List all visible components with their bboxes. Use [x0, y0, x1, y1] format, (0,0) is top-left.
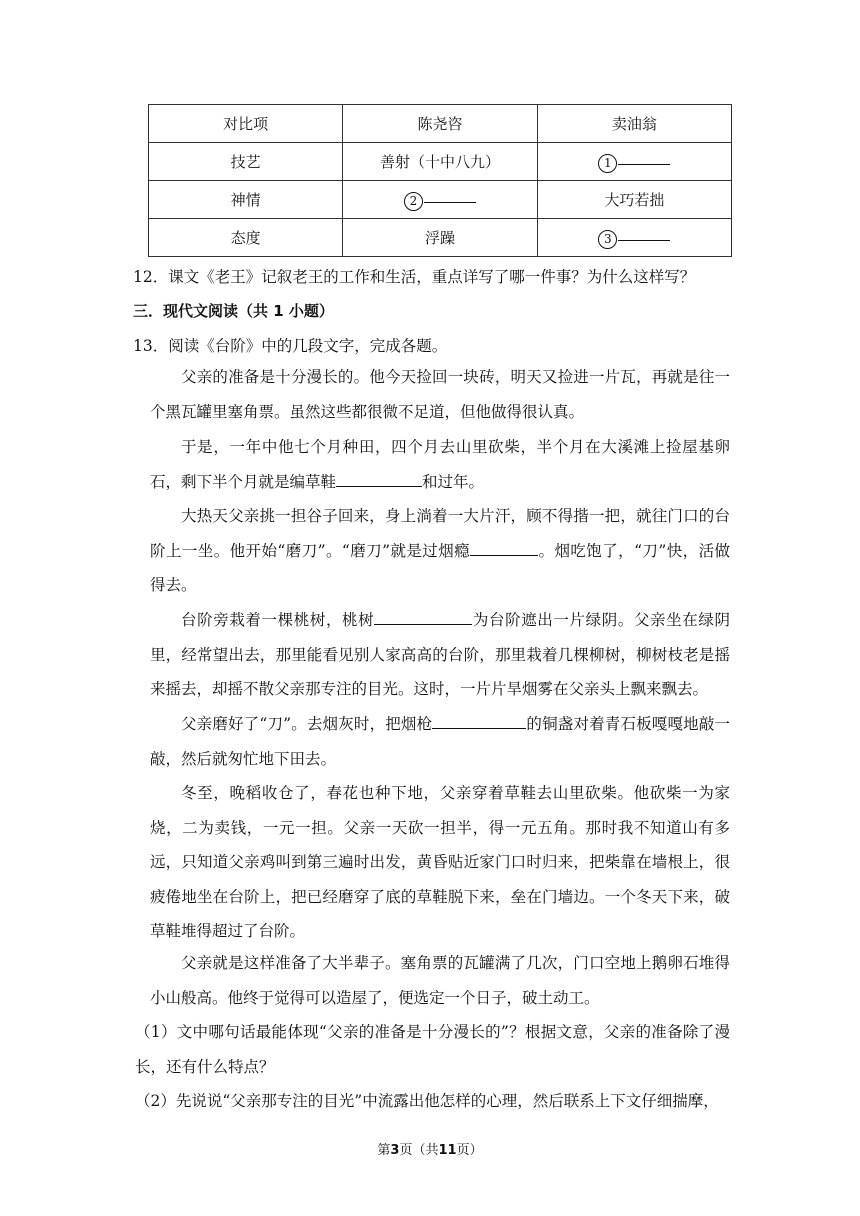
- blank-number-3: 3: [598, 230, 617, 249]
- table-header-row: [149, 105, 732, 143]
- table-header-cell: 卖油翁: [537, 105, 731, 143]
- paragraph-text: 台阶旁栽着一棵桃树，桃树: [181, 611, 375, 629]
- page-number: 3: [390, 1143, 400, 1158]
- passage-paragraph-4: [150, 603, 730, 707]
- table-row: [149, 219, 732, 257]
- paragraph-text: 的铜盏对着青石板嘎嘎地敲一敲，然后就匆忙地下田去。: [150, 715, 730, 768]
- table-cell: 善射（十中八九）: [343, 143, 537, 181]
- sub-question-2: （2）先说说“父亲那专注的目光”中流露出他怎样的心理，然后联系上下文仔细揣摩，: [135, 1092, 719, 1110]
- passage-paragraph-2: [150, 430, 730, 499]
- fill-blank-line: [432, 712, 526, 729]
- page-total: 11: [438, 1143, 457, 1158]
- table-cell: 浮躁: [343, 219, 537, 257]
- sub-question-1: （1）文中哪句话最能体现“父亲的准备是十分漫长的”？根据文意，父亲的准备除了漫长，还有什么特点？: [135, 1023, 730, 1076]
- footer-text: 页）: [456, 1143, 483, 1158]
- table-cell-blank: [537, 143, 731, 181]
- blank-number-2: 2: [404, 192, 423, 211]
- table-cell: 大巧若拙: [537, 181, 731, 219]
- section-heading: 三．现代文阅读（共 1 小题）: [133, 302, 334, 320]
- fill-blank-line: [336, 470, 422, 487]
- question-12: 12．课文《老王》记叙老王的工作和生活，重点详写了哪一件事？为什么这样写？: [133, 268, 696, 286]
- paragraph-text: 父亲磨好了“刀”。去烟灰时，把烟枪: [181, 715, 433, 733]
- passage-paragraph-3: [150, 499, 730, 603]
- table-cell-blank: [537, 219, 731, 257]
- footer-text: 页（共: [399, 1143, 439, 1158]
- question-13: 13．阅读《台阶》中的几段文字，完成各题。: [133, 337, 448, 355]
- table-row-label: 态度: [149, 219, 343, 257]
- table-row-label: 技艺: [149, 143, 343, 181]
- fill-blank-line: [618, 150, 670, 165]
- paragraph-text: 为台阶遮出一片绿阴。父亲坐在绿阴里，经常望出去，那里能看见别人家高高的台阶，那里栽着几棵柳树，柳树枝老是摇来摇去，却摇不散父亲那专注的目光。这时，一片片旱烟雾在父亲头上飘来飘去。: [150, 611, 730, 698]
- passage-paragraph-5: [150, 707, 730, 776]
- fill-blank-line: [424, 188, 476, 203]
- table-header-cell: 对比项: [149, 105, 343, 143]
- paragraph-text: 。烟吃饱了，“刀”快，活做得去。: [150, 541, 730, 594]
- footer-text: 第: [377, 1143, 391, 1158]
- table-header-cell: 陈尧咨: [343, 105, 537, 143]
- paragraph-text: 于是，一年中他七个月种田，四个月去山里砍柴，半个月在大溪滩上捡屋基卵石，剩下半个月就是编草鞋: [150, 438, 730, 491]
- fill-blank-line: [470, 539, 538, 556]
- paragraph-text: 大热天父亲挑一担谷子回来，身上淌着一大片汗，顾不得揩一把，就往门口的台阶上一坐。他开始“磨刀”。“磨刀”就是过烟瘾: [150, 507, 730, 560]
- passage-paragraph-1: 父亲的准备是十分漫长的。他今天捡回一块砖，明天又捡进一片瓦，再就是往一个黑瓦罐里塞角票。虽然这些都很微不足道，但他做得很认真。: [150, 368, 730, 421]
- table-row-label: 神情: [149, 181, 343, 219]
- fill-blank-line: [618, 226, 670, 241]
- blank-number-1: 1: [598, 154, 617, 173]
- page-footer: [0, 1139, 860, 1158]
- comparison-table: [148, 104, 732, 257]
- table-row: [149, 181, 732, 219]
- table-row: [149, 143, 732, 181]
- fill-blank-line: [374, 608, 472, 625]
- passage-paragraph-6: 冬至，晚稻收仓了，春花也种下地，父亲穿着草鞋去山里砍柴。他砍柴一为家烧，二为卖钱，一元一担。父亲一天砍一担半，得一元五角。那时我不知道山有多远，只知道父亲鸡叫到第三遍时出发，黄昏贴近家门口时归来，把柴靠在墙根上，很疲倦地坐在台阶上，把已经磨穿了底的草鞋脱下来，垒在门墙边。一个冬天下来，破草鞋堆得超过了台阶。: [150, 784, 730, 940]
- table-cell-blank: [343, 181, 537, 219]
- paragraph-text: 和过年。: [422, 472, 485, 491]
- passage-paragraph-7: 父亲就是这样准备了大半辈子。塞角票的瓦罐满了几次，门口空地上鹅卵石堆得小山般高。他终于觉得可以造屋了，便选定一个日子，破土动工。: [150, 954, 730, 1007]
